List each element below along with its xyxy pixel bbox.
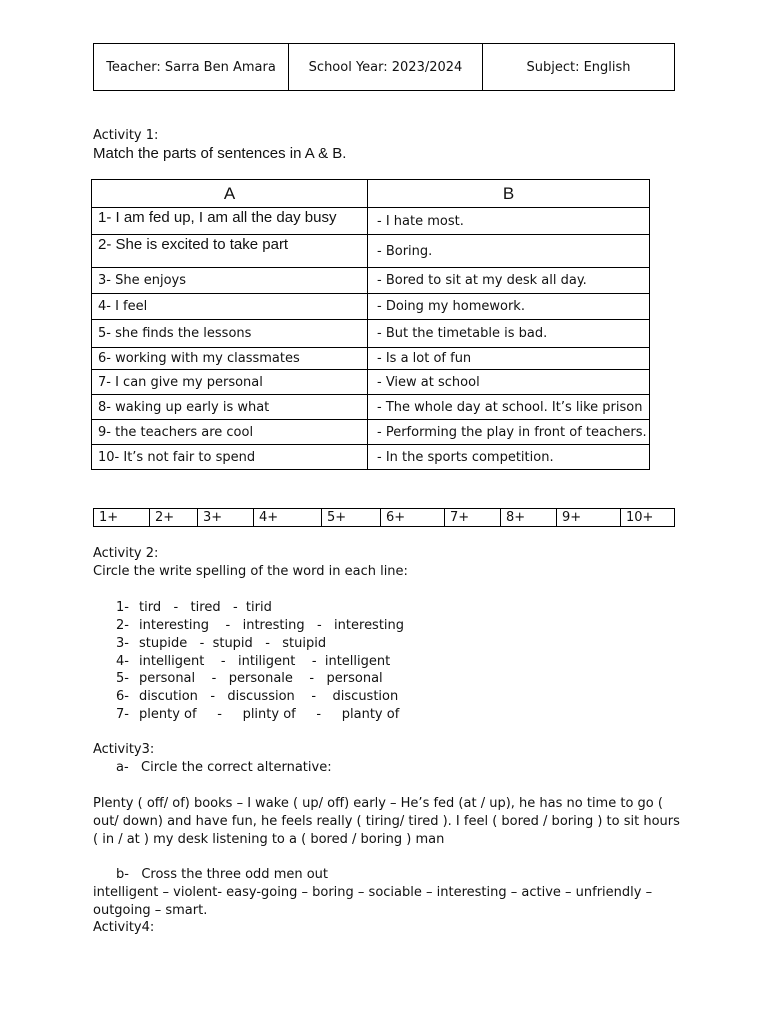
- column-a-cell: 3- She enjoys: [92, 268, 368, 294]
- column-a-cell: 1- I am fed up, I am all the day busy: [92, 208, 368, 235]
- column-b-cell: - The whole day at school. It’s like prison: [368, 395, 650, 420]
- answer-cell[interactable]: 7+: [445, 509, 501, 527]
- teacher-cell: Teacher: Sarra Ben Amara: [94, 44, 289, 91]
- answer-cell[interactable]: 6+: [381, 509, 445, 527]
- table-row: [92, 320, 650, 348]
- activity3-part-b-text: intelligent – violent- easy-going – boring – sociable – interesting – active – unfriendly – outgoing – smart.: [93, 885, 653, 918]
- table-row: [92, 294, 650, 320]
- activity1-label: Activity 1:: [93, 128, 159, 143]
- matching-table: [91, 179, 650, 470]
- list-item: interesting - intresting - interesting: [139, 618, 405, 633]
- list-item: personal - personale - personal: [139, 671, 383, 686]
- activity1-instruction: Match the parts of sentences in A & B.: [93, 145, 347, 162]
- column-b-cell: - Bored to sit at my desk all day.: [368, 268, 650, 294]
- activity3-part-a-label: a- Circle the correct alternative:: [116, 760, 332, 775]
- column-a-cell: 10- It’s not fair to spend: [92, 445, 368, 470]
- list-item-number: 7-: [116, 707, 129, 722]
- table-row: [92, 420, 650, 445]
- column-a-cell: 2- She is excited to take part: [92, 235, 368, 268]
- column-a-cell: 8- waking up early is what: [92, 395, 368, 420]
- column-a-cell: 4- I feel: [92, 294, 368, 320]
- table-row: [92, 445, 650, 470]
- table-row: [92, 235, 650, 268]
- column-a-cell: 6- working with my classmates: [92, 348, 368, 370]
- answer-cell[interactable]: 4+: [254, 509, 322, 527]
- table-row: [92, 348, 650, 370]
- column-a-cell: 5- she finds the lessons: [92, 320, 368, 348]
- column-b-cell: - Doing my homework.: [368, 294, 650, 320]
- table-row: [92, 268, 650, 294]
- table-row: [92, 208, 650, 235]
- column-b-cell: - I hate most.: [368, 208, 650, 235]
- list-item-number: 6-: [116, 689, 129, 704]
- column-a-header: A: [92, 180, 368, 208]
- list-item-number: 3-: [116, 636, 129, 651]
- activity4-label: Activity4:: [93, 920, 155, 935]
- list-item: stupide - stupid - stuipid: [139, 636, 327, 651]
- answer-grid: [93, 508, 675, 527]
- list-item: tird - tired - tirid: [139, 600, 272, 615]
- answer-cell[interactable]: 2+: [150, 509, 198, 527]
- column-b-cell: - In the sports competition.: [368, 445, 650, 470]
- column-b-cell: - View at school: [368, 370, 650, 395]
- matching-table-header: [92, 180, 650, 208]
- answer-cell[interactable]: 8+: [501, 509, 557, 527]
- activity2-instruction: Circle the write spelling of the word in each line:: [93, 564, 408, 579]
- column-a-cell: 7- I can give my personal: [92, 370, 368, 395]
- answer-cell[interactable]: 3+: [198, 509, 254, 527]
- answer-cell[interactable]: 5+: [322, 509, 381, 527]
- activity3-label: Activity3:: [93, 742, 155, 757]
- activity3-part-a-text: Plenty ( off/ of) books – I wake ( up/ off) early – He’s fed (at / up), he has no time to go ( out/ down) and have fun, he feels really ( tiring/ tired ). I feel ( bored / boring ) to sit hours ( in / at ) my desk listening to a ( bored / boring ) man: [93, 796, 680, 847]
- answer-cell[interactable]: 1+: [94, 509, 150, 527]
- list-item-number: 1-: [116, 600, 129, 615]
- column-a-cell: 9- the teachers are cool: [92, 420, 368, 445]
- column-b-cell: - But the timetable is bad.: [368, 320, 650, 348]
- table-row: [92, 370, 650, 395]
- list-item: intelligent - intiligent - intelligent: [139, 654, 391, 669]
- school-year-cell: School Year: 2023/2024: [289, 44, 483, 91]
- answer-cell[interactable]: 9+: [557, 509, 621, 527]
- column-b-cell: - Is a lot of fun: [368, 348, 650, 370]
- answer-cell[interactable]: 10+: [621, 509, 675, 527]
- list-item-number: 5-: [116, 671, 129, 686]
- activity3-part-b-label: b- Cross the three odd men out: [116, 867, 329, 882]
- list-item: plenty of - plinty of - planty of: [139, 707, 400, 722]
- column-b-header: B: [368, 180, 650, 208]
- list-item: discution - discussion - discustion: [139, 689, 399, 704]
- header-table: [93, 43, 675, 91]
- list-item-number: 4-: [116, 654, 129, 669]
- activity2-label: Activity 2:: [93, 546, 159, 561]
- column-b-cell: - Performing the play in front of teachers.: [368, 420, 650, 445]
- column-b-cell: - Boring.: [368, 235, 650, 268]
- list-item-number: 2-: [116, 618, 129, 633]
- subject-cell: Subject: English: [483, 44, 675, 91]
- table-row: [92, 395, 650, 420]
